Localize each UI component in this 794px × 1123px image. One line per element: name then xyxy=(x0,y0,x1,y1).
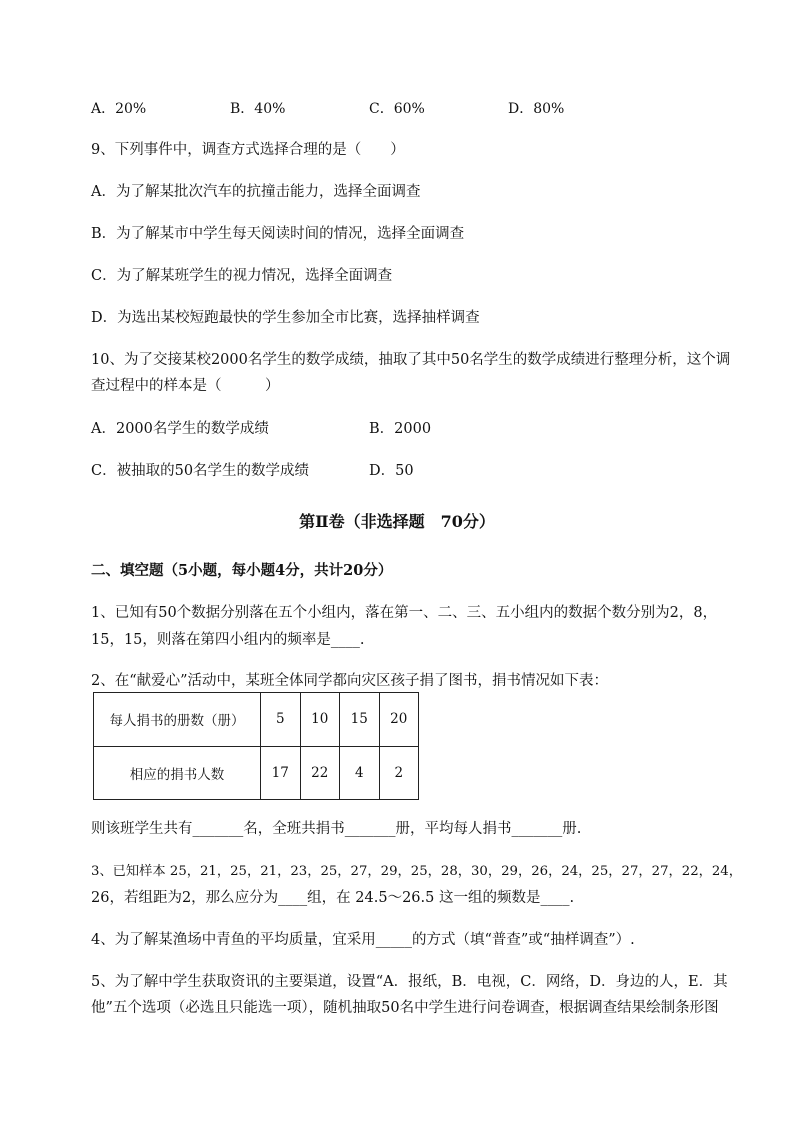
table-cell: 相应的捐书人数 xyxy=(94,746,261,800)
q9-option-b: B．为了解某市中学生每天阅读时间的情况，选择全面调查 xyxy=(91,226,465,242)
q9-stem: 9、下列事件中，调查方式选择合理的是（ ） xyxy=(91,142,405,158)
section2-heading: 二、填空题（5小题，每小题4分，共计20分） xyxy=(91,562,393,579)
f4-line1: 4、为了解某渔场中青鱼的平均质量，宜采用_____的方式（填“普查”或“抽样调查”）. xyxy=(91,932,635,948)
q9-option-c: C．为了解某班学生的视力情况，选择全面调查 xyxy=(91,268,393,284)
donation-table xyxy=(93,692,419,800)
q10-option-c: C．被抽取的50名学生的数学成绩 xyxy=(91,463,310,479)
q9-option-d: D．为选出某校短跑最快的学生参加全市比赛，选择抽样调查 xyxy=(91,310,480,326)
f5-line1: 5、为了解中学生获取资讯的主要渠道，设置“A．报纸，B．电视，C．网络，D．身边的人，E．其 xyxy=(91,974,728,990)
q10-stem-line1: 10、为了交接某校2000名学生的数学成绩，抽取了其中50名学生的数学成绩进行整理分析，这个调 xyxy=(91,352,731,368)
f3-line1: 3、已知样本 25，21，25，21，23，25，27，29，25，28，30，29，26，24，25，27，27，22，24， xyxy=(91,864,742,879)
f1-line2: 15，15，则落在第四小组内的频率是____. xyxy=(91,632,365,648)
q8-option-b: B．40% xyxy=(230,101,286,117)
q8-option-d: D．80% xyxy=(508,101,565,117)
f1-line1: 1、已知有50个数据分别落在五个小组内，落在第一、二、三、五小组内的数据个数分别为2，8， xyxy=(91,605,718,621)
q9-option-a: A．为了解某批次汽车的抗撞击能力，选择全面调查 xyxy=(91,184,421,200)
f3-line2: 26，若组距为2，那么应分为____组，在 24.5～26.5 这一组的频数是____. xyxy=(91,890,575,906)
table-cell: 2 xyxy=(379,746,419,800)
table-row xyxy=(94,746,419,800)
q8-option-a: A．20% xyxy=(91,101,147,117)
q8-option-c: C．60% xyxy=(369,101,425,117)
part2-title: 第Ⅱ卷（非选择题 70分） xyxy=(299,512,495,531)
q10-option-d: D．50 xyxy=(369,463,414,479)
f2-line1: 2、在“献爱心”活动中，某班全体同学都向灾区孩子捐了图书，捐书情况如下表： xyxy=(91,673,609,689)
table-cell: 17 xyxy=(261,746,301,800)
table-cell: 10 xyxy=(300,693,340,747)
table-cell: 20 xyxy=(379,693,419,747)
table-cell: 5 xyxy=(261,693,301,747)
q10-option-a: A．2000名学生的数学成绩 xyxy=(91,421,269,437)
table-cell: 4 xyxy=(340,746,380,800)
q10-stem-line2: 查过程中的样本是（ ） xyxy=(91,378,280,394)
table-cell: 15 xyxy=(340,693,380,747)
q10-option-b: B．2000 xyxy=(369,421,432,437)
table-cell: 每人捐书的册数（册） xyxy=(94,693,261,747)
f5-line2: 他”五个选项（必选且只能选一项），随机抽取50名中学生进行问卷调查，根据调查结果绘制条形图 xyxy=(91,1000,719,1016)
f2-line2: 则该班学生共有_______名，全班共捐书_______册，平均每人捐书_______册. xyxy=(91,821,582,837)
table-cell: 22 xyxy=(300,746,340,800)
table-row xyxy=(94,693,419,747)
